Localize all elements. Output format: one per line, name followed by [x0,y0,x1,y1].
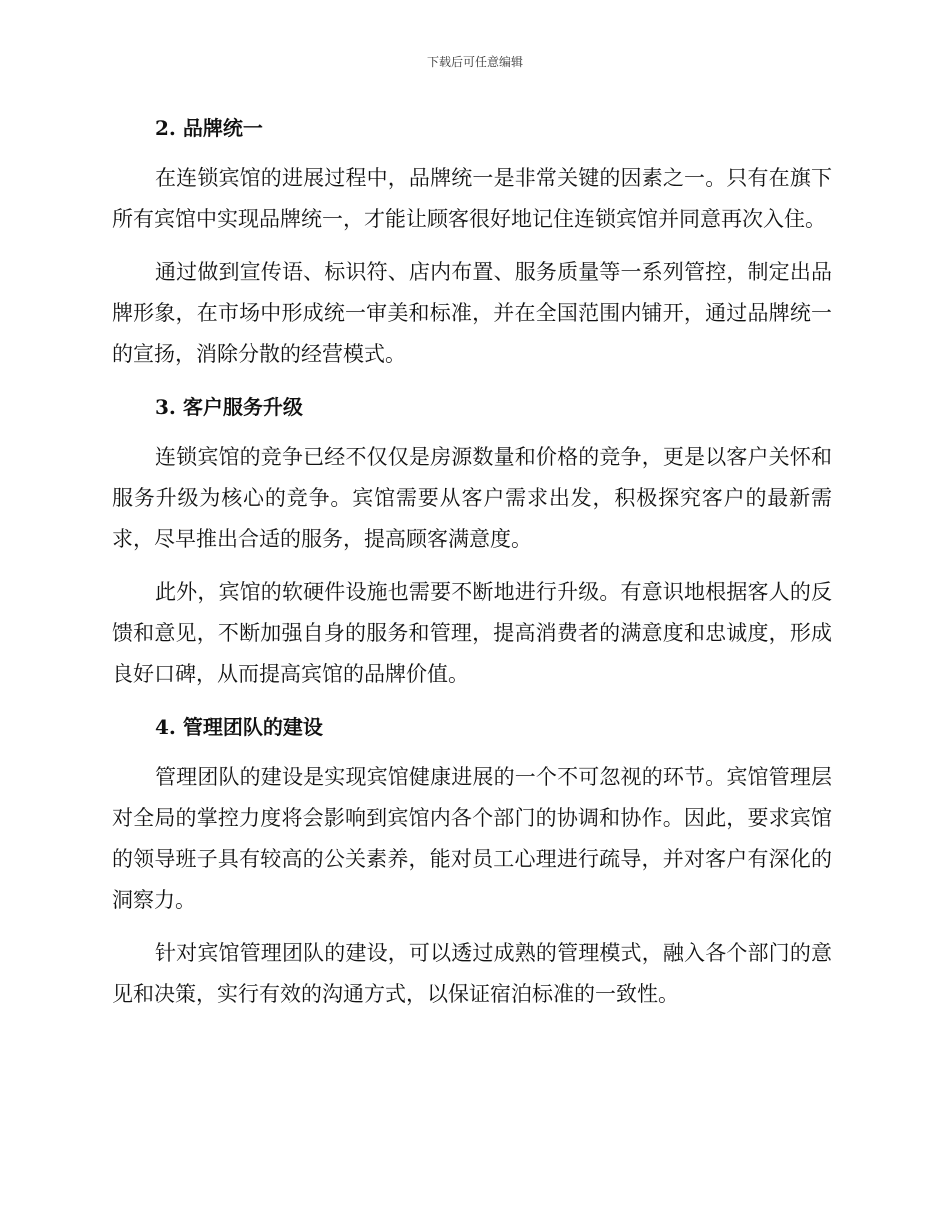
paragraph: 此外，宾馆的软硬件设施也需要不断地进行升级。有意识地根据客人的反馈和意见，不断加强自身的服务和管理，提高消费者的满意度和忠诚度，形成良好口碑，从而提高宾馆的品牌价值。 [112,580,832,686]
paragraph: 针对宾馆管理团队的建设，可以透过成熟的管理模式，融入各个部门的意见和决策，实行有效的沟通方式，以保证宿泊标准的一致性。 [112,941,832,1006]
paragraph: 管理团队的建设是实现宾馆健康进展的一个不可忽视的环节。宾馆管理层对全局的掌控力度将会影响到宾馆内各个部门的协调和协作。因此，要求宾馆的领导班子具有较高的公关素养，能对员工心理进行疏导，并对客户有深化的洞察力。 [112,765,832,912]
section-management-team [112,707,832,1015]
paragraph: 通过做到宣传语、标识符、店内布置、服务质量等一系列管控，制定出品牌形象，在市场中形成统一审美和标准，并在全国范围内铺开，通过品牌统一的宣扬，消除分散的经营模式。 [112,260,832,366]
paragraph: 在连锁宾馆的进展过程中，品牌统一是非常关键的因素之一。只有在旗下所有宾馆中实现品牌统一，才能让顾客很好地记住连锁宾馆并同意再次入住。 [112,166,832,231]
section-heading: 4. 管理团队的建设 [155,715,323,739]
paragraph: 连锁宾馆的竞争已经不仅仅是房源数量和价格的竞争，更是以客户关怀和服务升级为核心的竞争。宾馆需要从客户需求出发，积极探究客户的最新需求，尽早推出合适的服务，提高顾客满意度。 [112,445,832,551]
document-body [112,108,832,1027]
section-heading: 3. 客户服务升级 [155,395,303,419]
page-header: 下载后可任意编辑 [426,55,523,69]
section-brand-unification [112,108,832,375]
section-customer-service-upgrade [112,387,832,695]
section-heading: 2. 品牌统一 [155,116,263,140]
